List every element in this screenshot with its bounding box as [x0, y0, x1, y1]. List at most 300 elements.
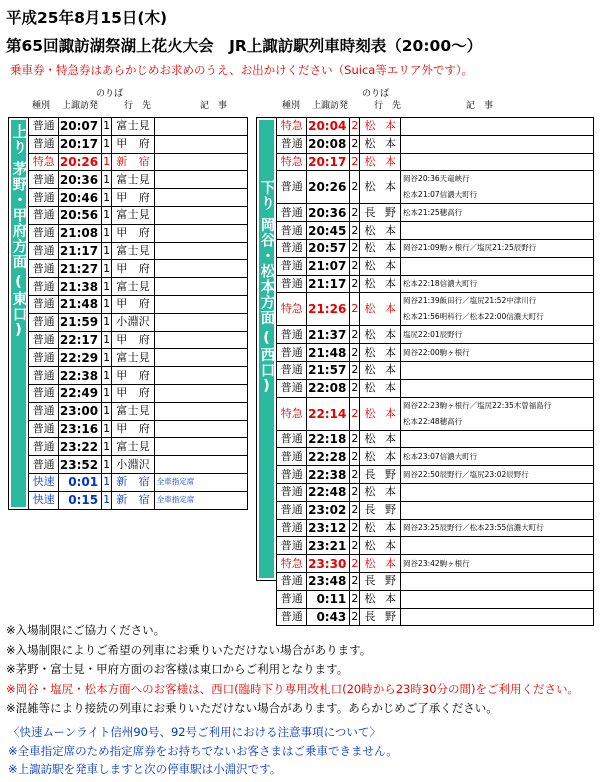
train-row: [29, 367, 248, 385]
up-direction: 茅野・甲府方面: [10, 161, 27, 270]
train-type: 普通: [277, 590, 307, 608]
down-exit: (西口): [258, 329, 275, 395]
destination: 松本: [360, 326, 401, 344]
departure-time: 23:30: [307, 555, 350, 573]
departure-time: 21:17: [307, 275, 350, 293]
train-type: 特急: [277, 555, 307, 573]
destination: 松本: [360, 555, 401, 573]
destination: 甲府: [112, 367, 155, 385]
train-row: [29, 331, 248, 349]
train-type: 普通: [29, 313, 59, 331]
destination: 長野: [360, 466, 401, 484]
train-note: 松本22:18信濃大町行: [401, 275, 594, 293]
train-row: [277, 537, 594, 555]
train-row: [277, 275, 594, 293]
destination: 松本: [360, 448, 401, 466]
departure-time: 20:04: [307, 118, 350, 136]
departure-time: 20:26: [59, 153, 102, 171]
destination: 新宿: [112, 473, 155, 491]
platform-number: 2: [350, 608, 360, 626]
destination: 松本: [360, 275, 401, 293]
train-note: [154, 171, 247, 189]
footnote-line: ※全車指定席のため指定席券をお持ちでないお客さまはご乗車できません。: [8, 744, 398, 758]
train-note: [401, 590, 594, 608]
platform-number: 2: [350, 135, 360, 153]
destination: 富士見: [112, 349, 155, 367]
train-note: 岡谷21:39飯田行／塩尻21:52中津川行 松本21:56明科行／松本22:00信濃大町行: [401, 293, 594, 326]
train-note: [154, 420, 247, 438]
platform-number: 1: [102, 456, 112, 474]
train-type: 快速: [29, 473, 59, 491]
destination: 長野: [360, 608, 401, 626]
destination: 甲府: [112, 384, 155, 402]
platform-number: 1: [102, 189, 112, 207]
train-type: 普通: [29, 438, 59, 456]
platform-number: 2: [350, 590, 360, 608]
platform-number: 2: [350, 204, 360, 222]
departure-time: 20:57: [307, 239, 350, 257]
departure-time: 21:59: [59, 313, 102, 331]
train-type: 普通: [29, 189, 59, 207]
departure-time: 20:17: [59, 135, 102, 153]
footnote-line: ※入場制限にご協力ください。: [6, 623, 166, 637]
departure-time: 20:26: [307, 171, 350, 204]
departure-time: 23:48: [307, 572, 350, 590]
train-type: 普通: [29, 349, 59, 367]
destination: 甲府: [112, 331, 155, 349]
train-note: [401, 257, 594, 275]
destination: 新宿: [112, 491, 155, 509]
destination: 松本: [360, 257, 401, 275]
footnote-line: ※入場制限によりご希望の列車にお乗りいただけない場合があります。: [6, 643, 372, 657]
destination: 松本: [360, 590, 401, 608]
train-note: [154, 260, 247, 278]
type-header: 種別: [32, 101, 51, 111]
train-note: 全車指定席: [154, 491, 247, 509]
train-note: 塩尻22:01辰野行: [401, 326, 594, 344]
train-row: [29, 135, 248, 153]
train-type: 普通: [277, 608, 307, 626]
platform-number: 1: [102, 260, 112, 278]
train-note: 岡谷22:00駒ヶ根行: [401, 344, 594, 362]
train-note: [154, 367, 247, 385]
train-row: [29, 224, 248, 242]
train-note: 岡谷22:50辰野行／塩尻23:02辰野行: [401, 466, 594, 484]
platform-number: 2: [350, 466, 360, 484]
train-note: [401, 153, 594, 171]
footnote-line: 〈快速ムーンライト信州90号、92号ご利用における注意事項について〉: [8, 725, 381, 739]
train-row: [277, 397, 594, 430]
departure-time: 22:18: [307, 430, 350, 448]
destination: 松本: [360, 397, 401, 430]
departure-time: 23:02: [307, 501, 350, 519]
train-type: 普通: [29, 224, 59, 242]
train-type: 普通: [29, 331, 59, 349]
platform-number: 2: [350, 555, 360, 573]
departure-time: 22:14: [307, 397, 350, 430]
platform-number: 1: [102, 153, 112, 171]
train-note: 岡谷20:36天竜峡行 松本21:07信濃大町行: [401, 171, 594, 204]
train-row: [29, 153, 248, 171]
train-type: 普通: [277, 483, 307, 501]
platform-number: 1: [102, 118, 112, 136]
train-note: [154, 438, 247, 456]
platform-number: 2: [350, 171, 360, 204]
train-type: 普通: [277, 257, 307, 275]
up-direction-band: [8, 117, 28, 510]
departure-time: 22:38: [59, 367, 102, 385]
train-row: [29, 473, 248, 491]
platform-number: 1: [102, 331, 112, 349]
down-label: 下り: [258, 180, 275, 211]
platform-number: 2: [350, 275, 360, 293]
platform-header: のりば: [362, 89, 390, 99]
departure-time: 21:17: [59, 242, 102, 260]
destination: 松本: [360, 171, 401, 204]
train-type: 普通: [277, 537, 307, 555]
destination: 小淵沢: [112, 456, 155, 474]
train-type: 普通: [277, 344, 307, 362]
train-type: 普通: [277, 222, 307, 240]
note-header: 記 事: [200, 101, 228, 111]
platform-number: 2: [350, 222, 360, 240]
down-direction-band: [256, 117, 276, 581]
train-type: 普通: [277, 326, 307, 344]
platform-number: 1: [102, 135, 112, 153]
platform-number: 1: [102, 367, 112, 385]
train-row: [277, 326, 594, 344]
destination: 甲府: [112, 295, 155, 313]
train-type: 普通: [277, 379, 307, 397]
departure-time: 23:21: [307, 537, 350, 555]
train-type: 普通: [277, 204, 307, 222]
platform-number: 1: [102, 171, 112, 189]
train-type: 普通: [277, 572, 307, 590]
destination: 富士見: [112, 242, 155, 260]
train-row: [277, 379, 594, 397]
train-type: 特急: [29, 153, 59, 171]
train-note: [154, 278, 247, 296]
platform-number: 1: [102, 313, 112, 331]
train-type: 普通: [277, 239, 307, 257]
train-row: [277, 257, 594, 275]
departure-time: 20:36: [59, 171, 102, 189]
train-note: 松本21:25穂高行: [401, 204, 594, 222]
platform-number: 2: [350, 257, 360, 275]
destination: 松本: [360, 153, 401, 171]
departure-time: 21:57: [307, 361, 350, 379]
train-row: [29, 491, 248, 509]
platform-number: 1: [102, 473, 112, 491]
destination: 松本: [360, 537, 401, 555]
train-type: 普通: [277, 361, 307, 379]
departure-time: 20:08: [307, 135, 350, 153]
destination: 富士見: [112, 402, 155, 420]
down-column-headers: [250, 86, 600, 114]
up-timetable: [28, 117, 248, 510]
departure-time: 0:11: [307, 590, 350, 608]
platform-number: 2: [350, 153, 360, 171]
train-note: [401, 361, 594, 379]
train-row: [277, 344, 594, 362]
train-note: 岡谷21:09駒ヶ根行／塩尻21:25辰野行: [401, 239, 594, 257]
train-note: [154, 295, 247, 313]
train-row: [29, 278, 248, 296]
train-note: [154, 349, 247, 367]
platform-header: のりば: [96, 89, 124, 99]
train-row: [29, 189, 248, 207]
departure-time: 23:52: [59, 456, 102, 474]
departure-time: 23:16: [59, 420, 102, 438]
platform-number: 2: [350, 344, 360, 362]
train-row: [29, 295, 248, 313]
train-row: [277, 448, 594, 466]
platform-number: 1: [102, 438, 112, 456]
train-note: [154, 224, 247, 242]
destination: 松本: [360, 135, 401, 153]
destination: 富士見: [112, 278, 155, 296]
destination: 松本: [360, 430, 401, 448]
destination: 長野: [360, 572, 401, 590]
departure-time: 20:45: [307, 222, 350, 240]
train-row: [277, 430, 594, 448]
train-row: [277, 519, 594, 537]
destination: 松本: [360, 239, 401, 257]
train-row: [29, 242, 248, 260]
train-row: [277, 361, 594, 379]
footnote-line: ※混雑等により接続の列車にお乗りいただけない場合があります。あらかじめご了承ください。: [6, 701, 498, 715]
train-row: [277, 293, 594, 326]
train-type: 普通: [29, 367, 59, 385]
train-note: [154, 313, 247, 331]
train-note: [154, 402, 247, 420]
train-note: 岡谷22:23駒ヶ根行／塩尻22:35木曽福島行 松本22:48穂高行: [401, 397, 594, 430]
platform-number: 1: [102, 206, 112, 224]
destination: 富士見: [112, 171, 155, 189]
platform-number: 1: [102, 242, 112, 260]
train-type: 特急: [277, 293, 307, 326]
platform-number: 1: [102, 349, 112, 367]
train-note: [401, 537, 594, 555]
destination: 松本: [360, 344, 401, 362]
train-row: [29, 420, 248, 438]
platform-number: 1: [102, 384, 112, 402]
destination-header: 行 先: [124, 101, 152, 111]
train-type: 普通: [277, 275, 307, 293]
train-type: 普通: [277, 430, 307, 448]
departure-time: 22:08: [307, 379, 350, 397]
train-row: [277, 153, 594, 171]
train-row: [29, 171, 248, 189]
train-row: [29, 456, 248, 474]
train-row: [277, 501, 594, 519]
destination: 甲府: [112, 135, 155, 153]
departure-time: 22:48: [307, 483, 350, 501]
train-type: 普通: [29, 402, 59, 420]
departure-time: 21:48: [59, 295, 102, 313]
platform-number: 2: [350, 118, 360, 136]
platform-number: 1: [102, 402, 112, 420]
departure-time: 21:38: [59, 278, 102, 296]
train-type: 普通: [277, 466, 307, 484]
page-title: 第65回諏訪湖祭湖上花火大会 JR上諏訪駅列車時刻表（20:00～）: [6, 37, 483, 55]
departure-time: 22:49: [59, 384, 102, 402]
platform-number: 1: [102, 224, 112, 242]
train-note: [154, 331, 247, 349]
platform-number: 2: [350, 379, 360, 397]
footnote-line: ※岡谷・塩尻・松本方面へのお客様は、西口(臨時下り専用改札口(20時から23時30分の間)をご利用ください。: [6, 682, 579, 696]
destination: 富士見: [112, 206, 155, 224]
train-type: 普通: [29, 278, 59, 296]
train-note: [154, 206, 247, 224]
train-row: [29, 402, 248, 420]
platform-number: 2: [350, 537, 360, 555]
departure-time: 20:56: [59, 206, 102, 224]
train-note: 全車指定席: [154, 473, 247, 491]
destination: 小淵沢: [112, 313, 155, 331]
date-heading: 平成25年8月15日(木): [6, 9, 168, 27]
train-type: 普通: [277, 519, 307, 537]
departure-time: 22:17: [59, 331, 102, 349]
platform-number: 2: [350, 430, 360, 448]
train-type: 普通: [29, 295, 59, 313]
train-row: [277, 171, 594, 204]
type-header: 種別: [282, 101, 301, 111]
departure-time: 23:22: [59, 438, 102, 456]
platform-number: 2: [350, 326, 360, 344]
departure-header: 上諏訪発: [312, 101, 349, 111]
train-type: 普通: [29, 171, 59, 189]
train-note: [154, 118, 247, 136]
platform-number: 1: [102, 491, 112, 509]
platform-number: 1: [102, 420, 112, 438]
train-note: [401, 483, 594, 501]
train-row: [29, 118, 248, 136]
train-note: [401, 430, 594, 448]
departure-time: 21:07: [307, 257, 350, 275]
train-type: 普通: [277, 448, 307, 466]
train-type: 普通: [29, 456, 59, 474]
platform-number: 1: [102, 278, 112, 296]
train-note: [154, 242, 247, 260]
destination: 松本: [360, 222, 401, 240]
departure-time: 22:38: [307, 466, 350, 484]
platform-number: 2: [350, 448, 360, 466]
train-row: [29, 313, 248, 331]
train-note: [154, 189, 247, 207]
footnote-line: ※上諏訪駅を発車しますと次の停車駅は小淵沢です。: [8, 762, 282, 776]
platform-number: 2: [350, 397, 360, 430]
destination: 松本: [360, 483, 401, 501]
departure-time: 21:37: [307, 326, 350, 344]
train-row: [277, 222, 594, 240]
departure-time: 21:48: [307, 344, 350, 362]
departure-time: 21:27: [59, 260, 102, 278]
train-type: 特急: [277, 118, 307, 136]
destination: 新宿: [112, 153, 155, 171]
train-type: 普通: [29, 118, 59, 136]
train-row: [29, 438, 248, 456]
train-note: [401, 608, 594, 626]
train-row: [277, 483, 594, 501]
train-note: [401, 572, 594, 590]
departure-time: 22:29: [59, 349, 102, 367]
train-row: [277, 204, 594, 222]
train-row: [277, 590, 594, 608]
train-type: 普通: [29, 135, 59, 153]
destination: 甲府: [112, 260, 155, 278]
departure-time: 23:00: [59, 402, 102, 420]
platform-number: 2: [350, 519, 360, 537]
destination: 富士見: [112, 118, 155, 136]
footnote-line: ※茅野・富士見・甲府方面のお客様は東口からご利用となります。: [6, 662, 349, 676]
train-row: [277, 555, 594, 573]
destination-header: 行 先: [374, 101, 402, 111]
train-note: 岡谷23:42駒ヶ根行: [401, 555, 594, 573]
destination: 松本: [360, 361, 401, 379]
train-type: 特急: [277, 397, 307, 430]
departure-time: 0:15: [59, 491, 102, 509]
destination: 松本: [360, 519, 401, 537]
destination: 松本: [360, 293, 401, 326]
train-note: [154, 384, 247, 402]
destination: 長野: [360, 204, 401, 222]
platform-number: 2: [350, 293, 360, 326]
departure-time: 20:46: [59, 189, 102, 207]
destination: 松本: [360, 379, 401, 397]
train-type: 普通: [277, 135, 307, 153]
up-exit: (東口): [10, 273, 27, 339]
departure-header: 上諏訪発: [62, 101, 99, 111]
platform-number: 2: [350, 361, 360, 379]
destination: 甲府: [112, 224, 155, 242]
train-note: 岡谷23:25辰野行／松本23:55信濃大町行: [401, 519, 594, 537]
train-row: [29, 206, 248, 224]
destination: 甲府: [112, 189, 155, 207]
train-note: [154, 135, 247, 153]
departure-time: 20:17: [307, 153, 350, 171]
departure-time: 0:01: [59, 473, 102, 491]
departure-time: 21:26: [307, 293, 350, 326]
destination: 長野: [360, 501, 401, 519]
train-type: 普通: [29, 384, 59, 402]
train-note: [401, 501, 594, 519]
train-row: [277, 572, 594, 590]
train-note: 松本23:07信濃大町行: [401, 448, 594, 466]
train-note: [401, 222, 594, 240]
train-type: 普通: [29, 420, 59, 438]
departure-time: 20:07: [59, 118, 102, 136]
train-note: [401, 379, 594, 397]
train-row: [29, 260, 248, 278]
train-row: [277, 608, 594, 626]
train-type: 快速: [29, 491, 59, 509]
train-type: 普通: [29, 206, 59, 224]
destination: 富士見: [112, 438, 155, 456]
train-row: [29, 349, 248, 367]
train-type: 普通: [277, 501, 307, 519]
platform-number: 2: [350, 483, 360, 501]
platform-number: 1: [102, 295, 112, 313]
train-row: [277, 239, 594, 257]
down-timetable: [276, 117, 594, 626]
departure-time: 20:36: [307, 204, 350, 222]
train-row: [277, 135, 594, 153]
train-row: [29, 384, 248, 402]
departure-time: 0:43: [307, 608, 350, 626]
departure-time: 21:08: [59, 224, 102, 242]
platform-number: 2: [350, 239, 360, 257]
